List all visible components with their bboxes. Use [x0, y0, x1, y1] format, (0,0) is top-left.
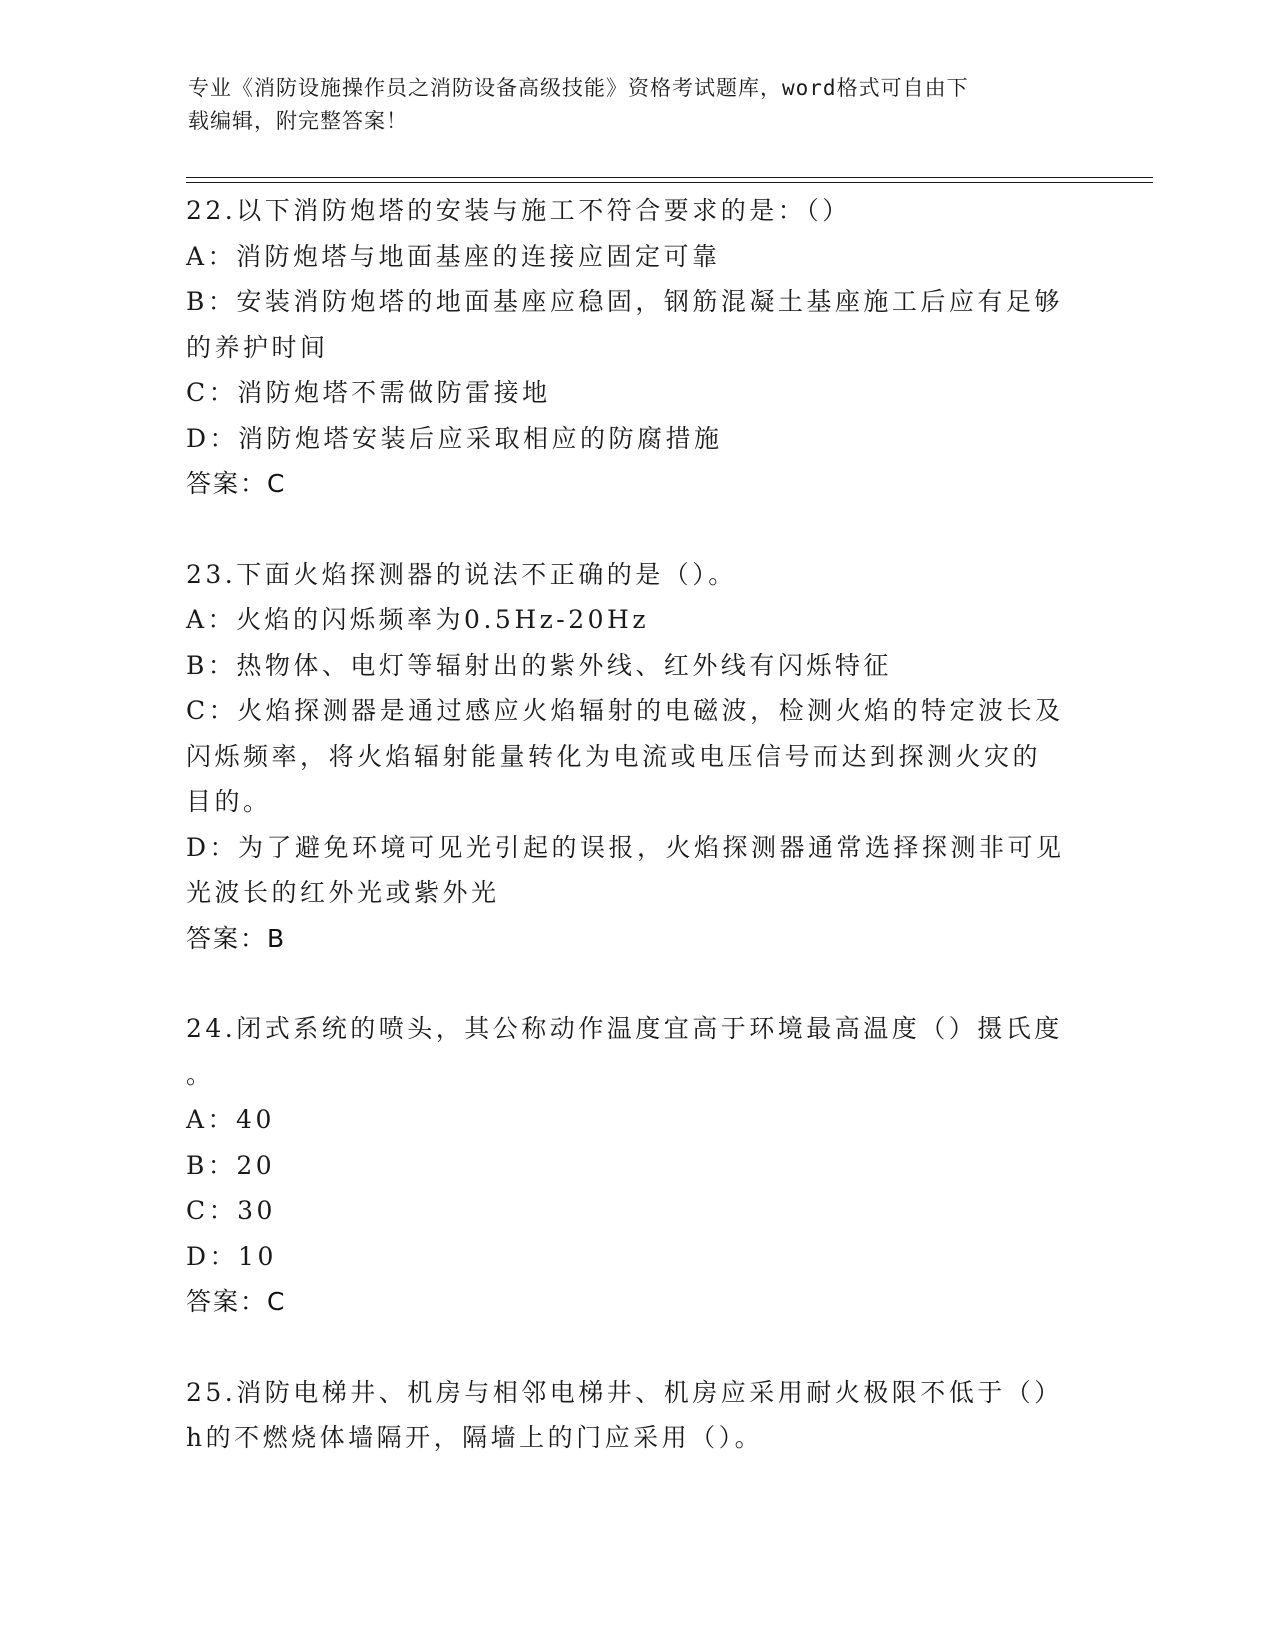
- question-stem: 24.闭式系统的喷头，其公称动作温度宜高于环境最高温度（）摄氏度: [186, 1014, 1063, 1043]
- option-b: B：20: [186, 1150, 276, 1180]
- option-a: A：消防炮塔与地面基座的连接应固定可靠: [186, 241, 721, 271]
- option-d: D：为了避免环境可见光引起的误报，火焰探测器通常选择探测非可见: [186, 832, 1065, 862]
- option-c: C：消防炮塔不需做防雷接地: [186, 378, 551, 407]
- answer-label: 答案：C: [186, 469, 287, 498]
- question-block: [186, 1370, 1086, 1461]
- question-stem-continued: 。: [186, 1059, 215, 1089]
- option-b: B：安装消防炮塔的地面基座应稳固，钢筋混凝土基座施工后应有足够: [186, 287, 1063, 316]
- option-b: B：热物体、电灯等辐射出的紫外线、红外线有闪烁特征: [186, 650, 892, 680]
- option-b-continued: 的养护时间: [186, 332, 329, 362]
- option-a: A：火焰的闪烁频率为0.5Hz-20Hz: [186, 605, 650, 634]
- option-c-continued: 目的。: [186, 787, 272, 816]
- option-c-continued: 闪烁频率，将火焰辐射能量转化为电流或电压信号而达到探测火灾的: [186, 741, 1042, 771]
- header-line: 载编辑，附完整答案！: [188, 109, 408, 133]
- header-divider-top: [186, 177, 1153, 178]
- question-block: [186, 552, 1086, 962]
- option-c: C：火焰探测器是通过感应火焰辐射的电磁波，检测火焰的特定波长及: [186, 696, 1064, 725]
- question-list: [186, 188, 1086, 1461]
- option-d: D：10: [186, 1241, 277, 1271]
- option-a: A：40: [186, 1105, 275, 1134]
- question-stem: 23.下面火焰探测器的说法不正确的是（）。: [186, 559, 737, 589]
- question-block: [186, 188, 1086, 507]
- document-header: [188, 72, 1088, 138]
- option-c: C：30: [186, 1196, 276, 1225]
- option-d-continued: 光波长的红外光或紫外光: [186, 878, 500, 907]
- header-line: 专业《消防设施操作员之消防设备高级技能》资格考试题库，word格式可自由下: [188, 76, 969, 100]
- header-divider-bottom: [186, 182, 1153, 183]
- answer-label: 答案：C: [186, 1287, 287, 1316]
- option-d: D：消防炮塔安装后应采取相应的防腐措施: [186, 423, 723, 453]
- question-stem: 22.以下消防炮塔的安装与施工不符合要求的是：（）: [186, 196, 851, 225]
- question-stem-continued: h的不燃烧体墙隔开，隔墙上的门应采用（）。: [186, 1423, 764, 1452]
- question-stem: 25.消防电梯井、机房与相邻电梯井、机房应采用耐火极限不低于（）: [186, 1377, 1063, 1407]
- question-block: [186, 1006, 1086, 1325]
- answer-label: 答案：B: [186, 923, 287, 953]
